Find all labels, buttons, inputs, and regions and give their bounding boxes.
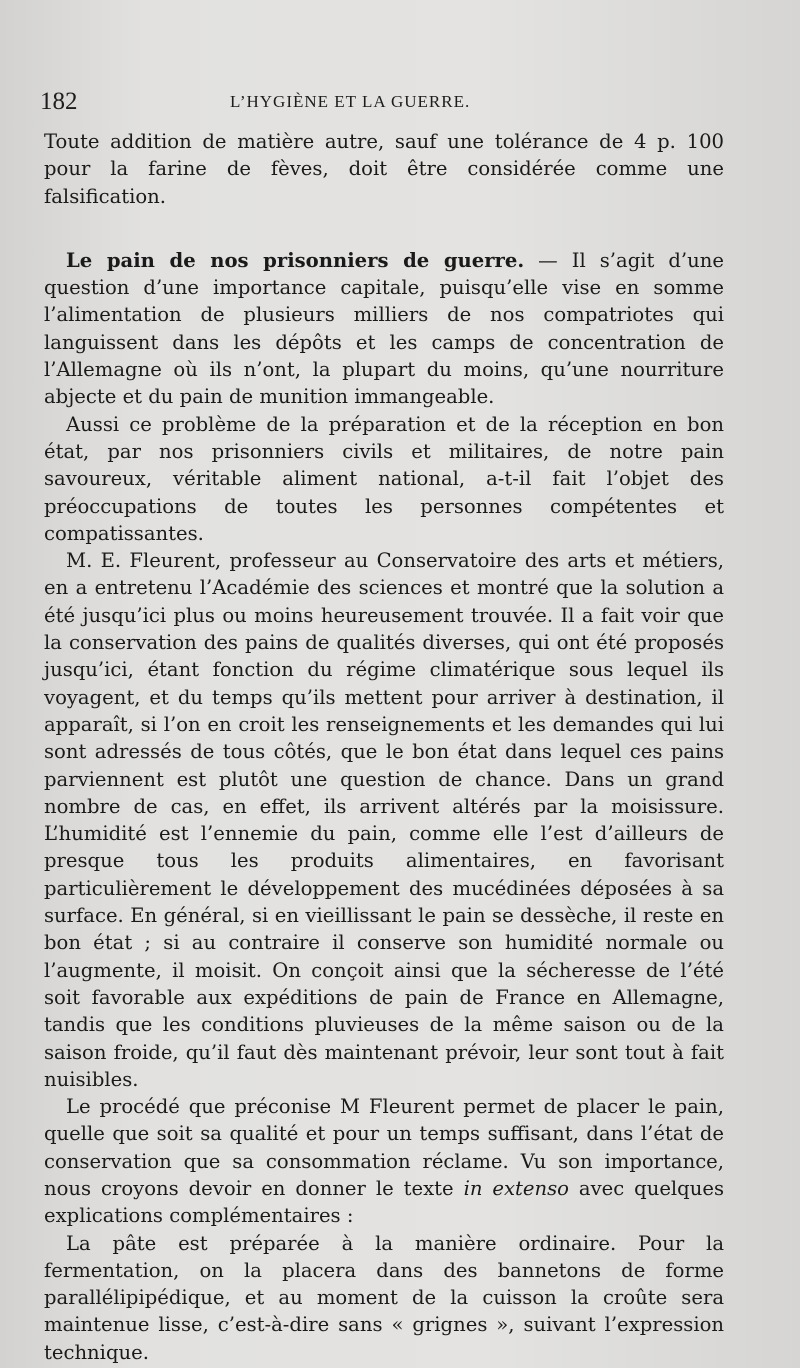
paragraph-5-italic: in extenso [463,1176,569,1200]
section-paragraph [44,247,724,411]
paragraph-5-text-b: avec quelques explications complémentaires : [44,1176,724,1228]
paragraph-3: Aussi ce problème de la préparation et de la réception en bon état, par nos prisonniers civils et militaires, de notre pain savoureux, véritable aliment national, a-t-il fait l’objet des préoccupations de toutes les personnes compétentes et compatissantes. [44,412,724,545]
paragraph-1: Toute addition de matière autre, sauf une tolérance de 4 p. 100 pour la farine de fèves, doit être considérée comme une falsification. [44,130,724,208]
section-heading: Le pain de nos prisonniers de guerre. [66,248,525,272]
paragraph-5-text-a: Le procédé que préconise M Fleurent permet de placer le pain, quelle que soit sa qualité et pour un temps suffisant, dans l’état de conservation que sa consommation réclame. Vu son importance, nous croyons devoir en donner le texte [44,1095,724,1200]
body-text [44,128,724,1366]
paragraph-4: M. E. Fleurent, professeur au Conservatoire des arts et métiers, en a entretenu l’Académie des sciences et montré que la solution a été jusqu’ici plus ou moins heureusement trouvée. Il a fait voir que la conservation des pains de qualités diverses, qui ont été proposés jusqu’ici, étant fonction du régime climatérique sous lequel ils voyagent, et du temps qu’ils mettent pour arriver à destination, il apparaît, si l’on en croit les renseignements et les demandes qui lui sont adressés de tous côtés, que le bon état dans lequel ces pains parviennent est plutôt une question de chance. Dans un grand nombre de cas, en effet, ils arrivent altérés par la moisissure. L’humidité est l’ennemie du pain, comme elle l’est d’ailleurs de presque tous les produits alimentaires, en favorisant particulièrement le développement des mucédinées déposées à sa surface. En général, si en vieillissant le pain se dessèche, il reste en bon état ; si au contraire il conserve son humidité normale ou l’augmente, il moisit. On conçoit ainsi que la sécheresse de l’été soit favorable aux expéditions de pain de France en Allemagne, tandis que les conditions pluvieuses de la même saison ou de la saison froide, qu’il faut dès maintenant prévoir, leur sont tout à fait nuisibles. [44,549,724,1091]
page-header [40,88,720,116]
page-number: 182 [40,88,78,115]
paragraph-5 [44,1093,724,1229]
running-title: L’HYGIÈNE ET LA GUERRE. [230,92,471,111]
section-paragraph-text: — Il s’agit d’une question d’une importance capitale, puisqu’elle vise en somme l’alimentation de plusieurs milliers de nos compatriotes qui languissent dans les dépôts et les camps de concentration de l’Allemagne où ils n’ont, la plupart du moins, qu’une nourriture abjecte et du pain de munition immangeable. [44,248,724,409]
paragraph-6: La pâte est préparée à la manière ordinaire. Pour la fermentation, on la placera dans des bannetons de forme parallélipipédique, et au moment de la cuisson la croûte sera maintenue lisse, c’est-à-dire sans « grignes », suivant l’expression technique. [44,1231,724,1364]
